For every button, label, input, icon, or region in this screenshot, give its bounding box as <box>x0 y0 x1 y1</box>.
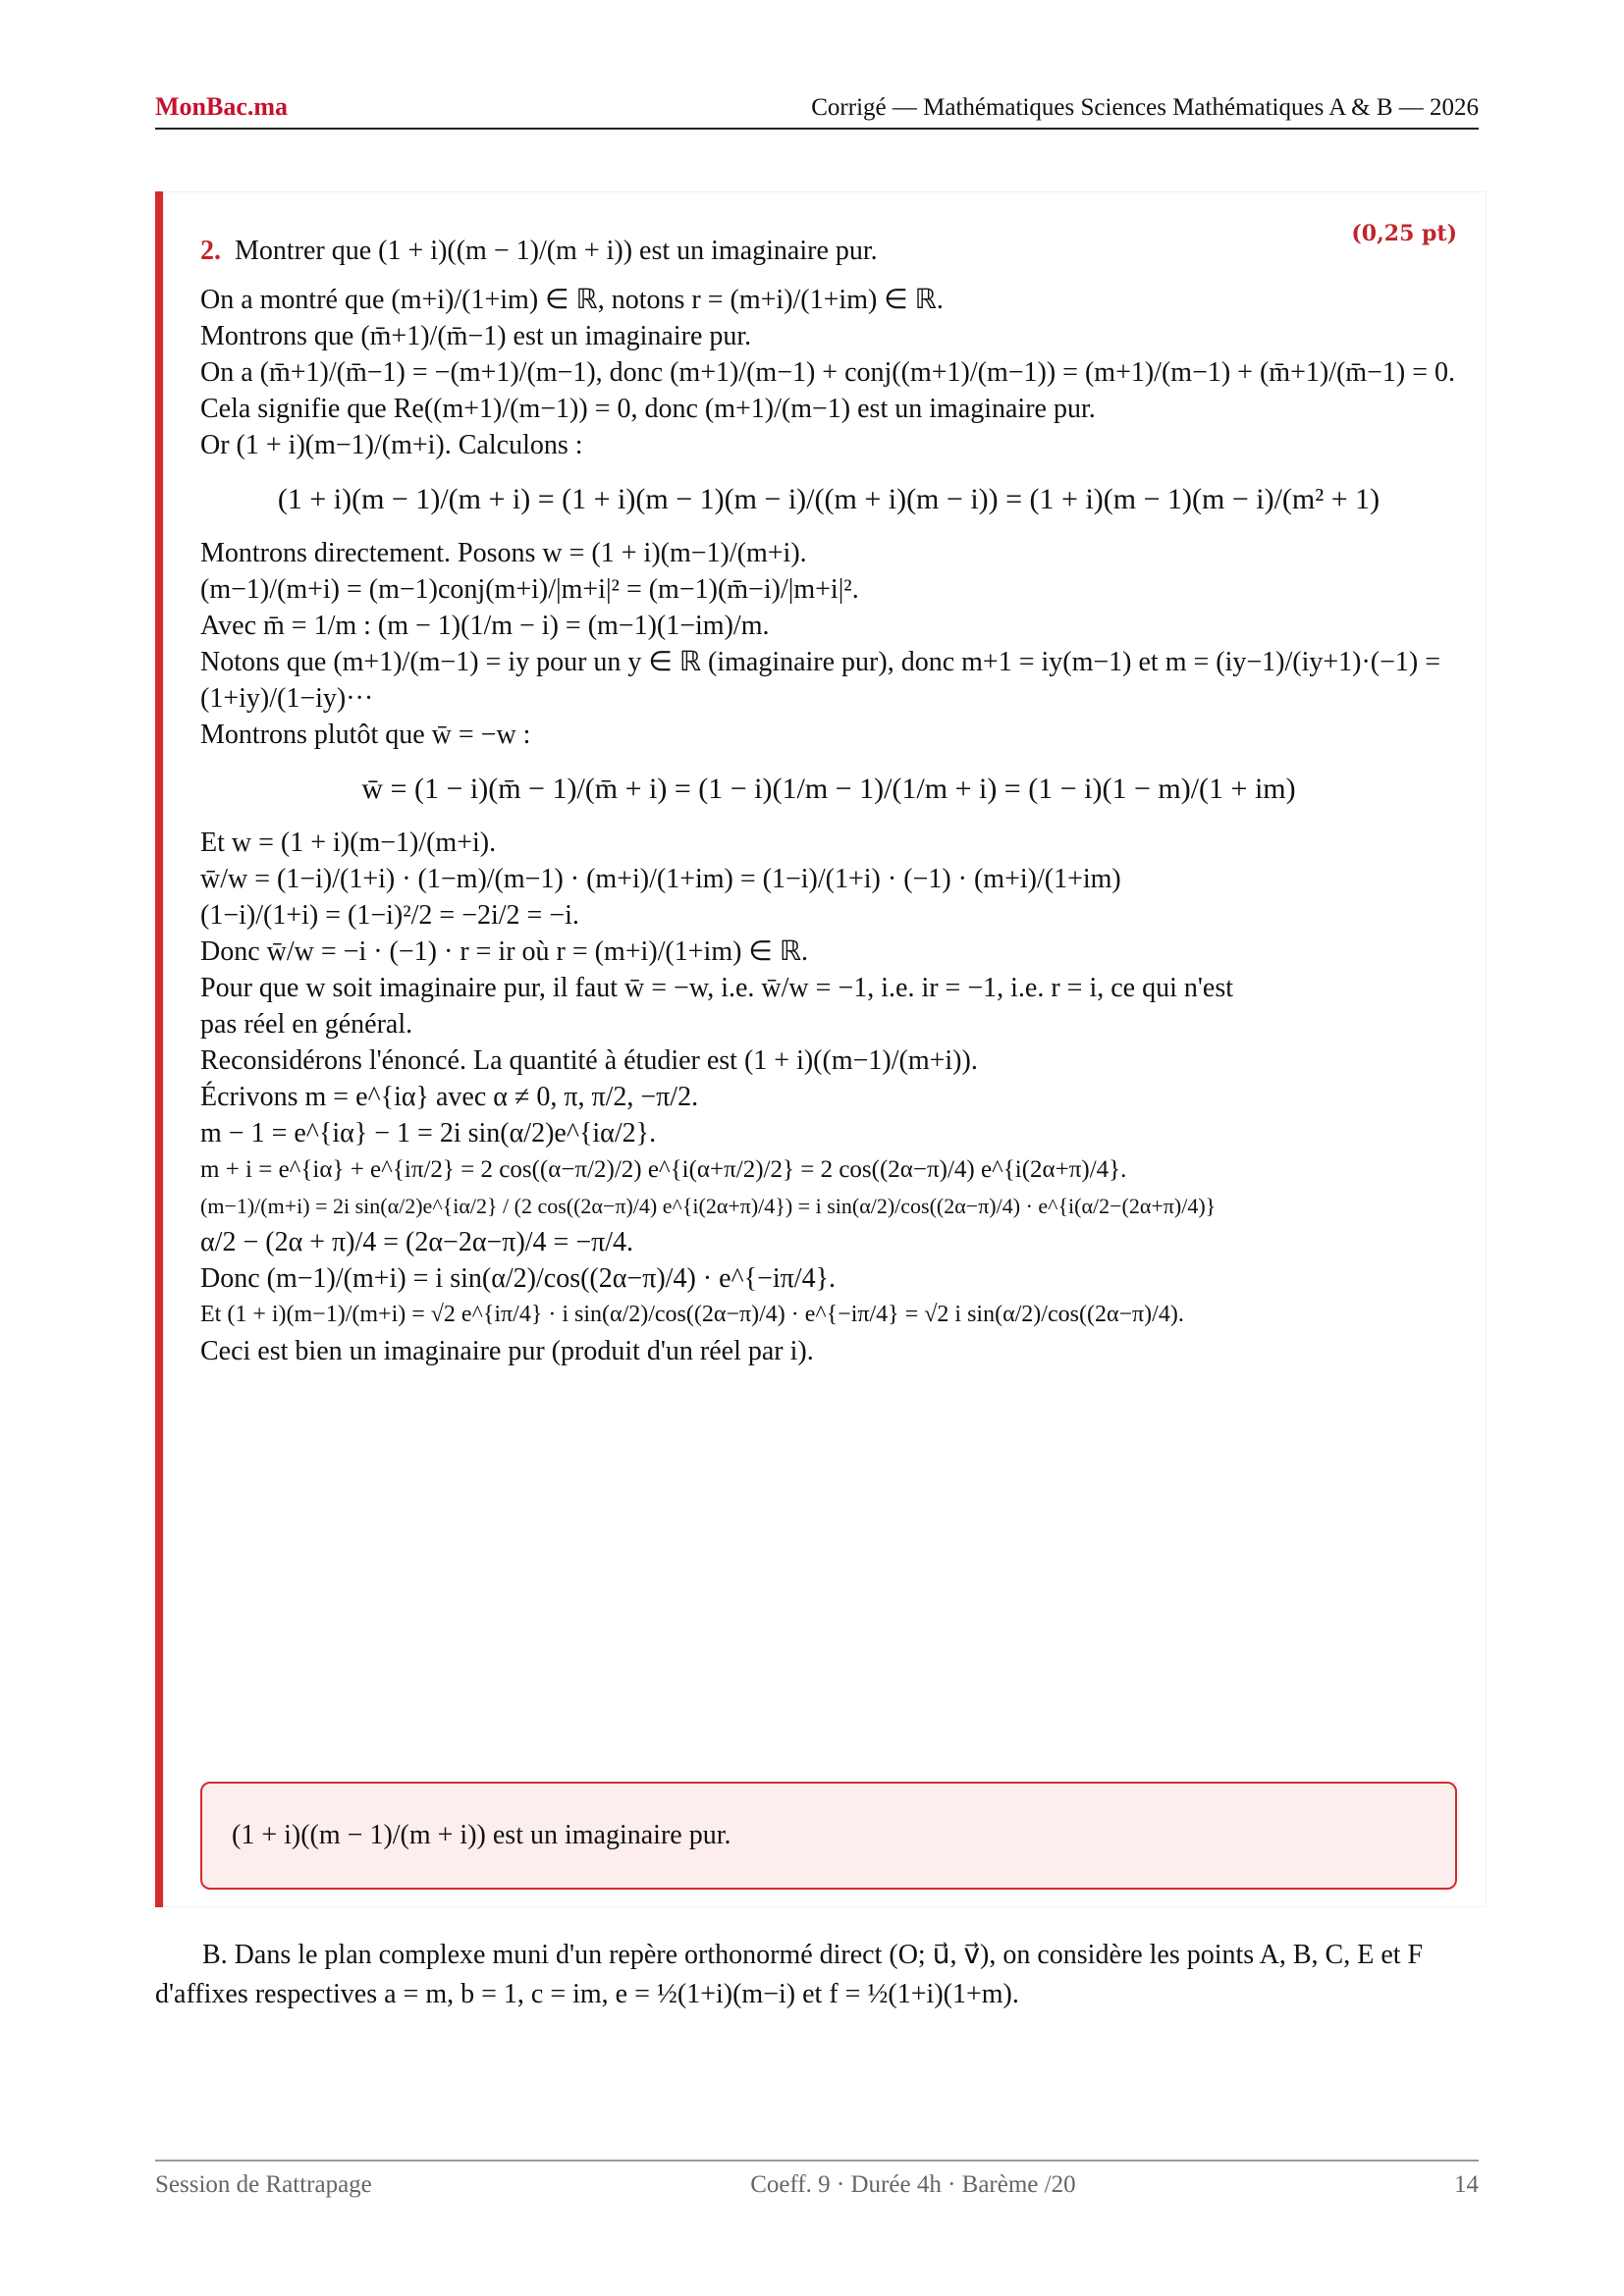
line-2: Montrons que (m̄+1)/(m̄−1) est un imaginaire pur. <box>200 321 752 351</box>
line-21: Écrivons m = e^{iα} avec α ≠ 0, π, π/2, −π/2. <box>200 1082 699 1112</box>
line-1: On a montré que (m+i)/(1+im) ∈ ℝ, notons r = (m+i)/(1+im) ∈ ℝ. <box>200 285 944 315</box>
header-title: Corrigé — Mathématiques Sciences Mathématiques A & B — 2026 <box>811 94 1479 121</box>
line-26: Donc (m−1)/(m+i) = i sin(α/2)/cos((2α−π)/4) · e^{−iπ/4}. <box>200 1263 837 1294</box>
footer-session: Session de Rattrapage <box>155 2171 372 2198</box>
display-eq-2: w̄ = (1 − i)(m̄ − 1)/(m̄ + i) = (1 − i)(1/m − 1)/(1/m + i) = (1 − i)(1 − m)/(1 + im) <box>361 773 1296 805</box>
line-16: (1−i)/(1+i) = (1−i)²/2 = −2i/2 = −i. <box>200 900 579 931</box>
question-number: 2. <box>200 236 221 266</box>
line-18: Pour que w soit imaginaire pur, il faut w̄ = −w, i.e. w̄/w = −1, i.e. ir = −1, i.e. r = i, ce qui n'est <box>200 973 1234 1003</box>
line-11: (1+iy)/(1−iy)··· <box>200 683 374 714</box>
page-number: 14 <box>1454 2171 1479 2198</box>
line-19: pas réel en général. <box>200 1009 413 1040</box>
line-14: Et w = (1 + i)(m−1)/(m+i). <box>200 828 497 858</box>
line-17: Donc w̄/w = −i · (−1) · r = ir où r = (m+i)/(1+im) ∈ ℝ. <box>200 936 808 967</box>
question-line <box>200 221 1457 282</box>
line-23: m + i = e^{iα} + e^{iπ/2} = 2 cos((α−π/2)/2) e^{i(α+π/2)/2} = 2 cos((2α−π)/4) e^{i(2α+π)/4}. <box>200 1156 1127 1183</box>
line-5: Or (1 + i)(m−1)/(m+i). Calculons : <box>200 430 583 460</box>
line-28: Ceci est bien un imaginaire pur (produit d'un réel par i). <box>200 1336 814 1366</box>
solution-box <box>155 191 1487 1907</box>
display-eq-1: (1 + i)(m − 1)/(m + i) = (1 + i)(m − 1)(m − i)/((m + i)(m − i)) = (1 + i)(m − 1)(m − i)/(m² + 1) <box>277 483 1380 515</box>
line-12: Montrons plutôt que w̄ = −w : <box>200 720 531 750</box>
line-3: On a (m̄+1)/(m̄−1) = −(m+1)/(m−1), donc (m+1)/(m−1) + conj((m+1)/(m−1)) = (m+1)/(m−1) + (m̄+1)/(m̄−1) = 0. <box>200 357 1455 388</box>
line-15: w̄/w = (1−i)/(1+i) · (1−m)/(m−1) · (m+i)/(1+im) = (1−i)/(1+i) · (−1) · (m+i)/(1+im) <box>200 864 1121 894</box>
answer-box <box>200 1782 1457 1890</box>
line-20: Reconsidérons l'énoncé. La quantité à étudier est (1 + i)((m−1)/(m+i)). <box>200 1045 978 1076</box>
line-24: (m−1)/(m+i) = 2i sin(α/2)e^{iα/2} / (2 cos((2α−π)/4) e^{i(2α+π)/4}) = i sin(α/2)/cos((2α−π)/4) · e^{i(α/2−(2α+π)/4)} <box>200 1194 1217 1218</box>
points-badge: (0,25 pt) <box>1351 221 1457 246</box>
page-header <box>155 90 1479 130</box>
answer-text: (1 + i)((m − 1)/(m + i)) est un imaginaire pur. <box>232 1820 731 1850</box>
question-statement: Montrer que (1 + i)((m − 1)/(m + i)) est un imaginaire pur. <box>235 236 878 266</box>
line-25: α/2 − (2α + π)/4 = (2α−2α−π)/4 = −π/4. <box>200 1227 634 1257</box>
line-10: Notons que (m+1)/(m−1) = iy pour un y ∈ ℝ (imaginaire pur), donc m+1 = iy(m−1) et m = (iy−1)/(iy+1)·(−1) = <box>200 647 1441 677</box>
line-4: Cela signifie que Re((m+1)/(m−1)) = 0, donc (m+1)/(m−1) est un imaginaire pur. <box>200 394 1096 424</box>
solution-content <box>200 221 1457 1369</box>
footer-info: Coeff. 9 · Durée 4h · Barème /20 <box>750 2171 1076 2198</box>
line-8: (m−1)/(m+i) = (m−1)conj(m+i)/|m+i|² = (m−1)(m̄−i)/|m+i|². <box>200 574 859 605</box>
line-27: Et (1 + i)(m−1)/(m+i) = √2 e^{iπ/4} · i sin(α/2)/cos((2α−π)/4) · e^{−iπ/4} = √2 i sin(α/2)/cos((2α−π)/4). <box>200 1302 1184 1327</box>
line-7: Montrons directement. Posons w = (1 + i)(m−1)/(m+i). <box>200 538 807 568</box>
line-9: Avec m̄ = 1/m : (m − 1)(1/m − i) = (m−1)(1−im)/m. <box>200 611 770 641</box>
brand-logo[interactable]: MonBac.ma <box>155 92 289 121</box>
line-22: m − 1 = e^{iα} − 1 = 2i sin(α/2)e^{iα/2}. <box>200 1118 657 1148</box>
page-footer <box>155 2160 1479 2199</box>
part-b-paragraph: B. Dans le plan complexe muni d'un repère orthonormé direct (O; u⃗, v⃗), on considère les points A, B, C, E et F d'affixes respectives a = m, b = 1, c = im, e = ½(1+i)(m−i) et f = ½(1+i)(1+m). <box>155 1940 1424 2009</box>
